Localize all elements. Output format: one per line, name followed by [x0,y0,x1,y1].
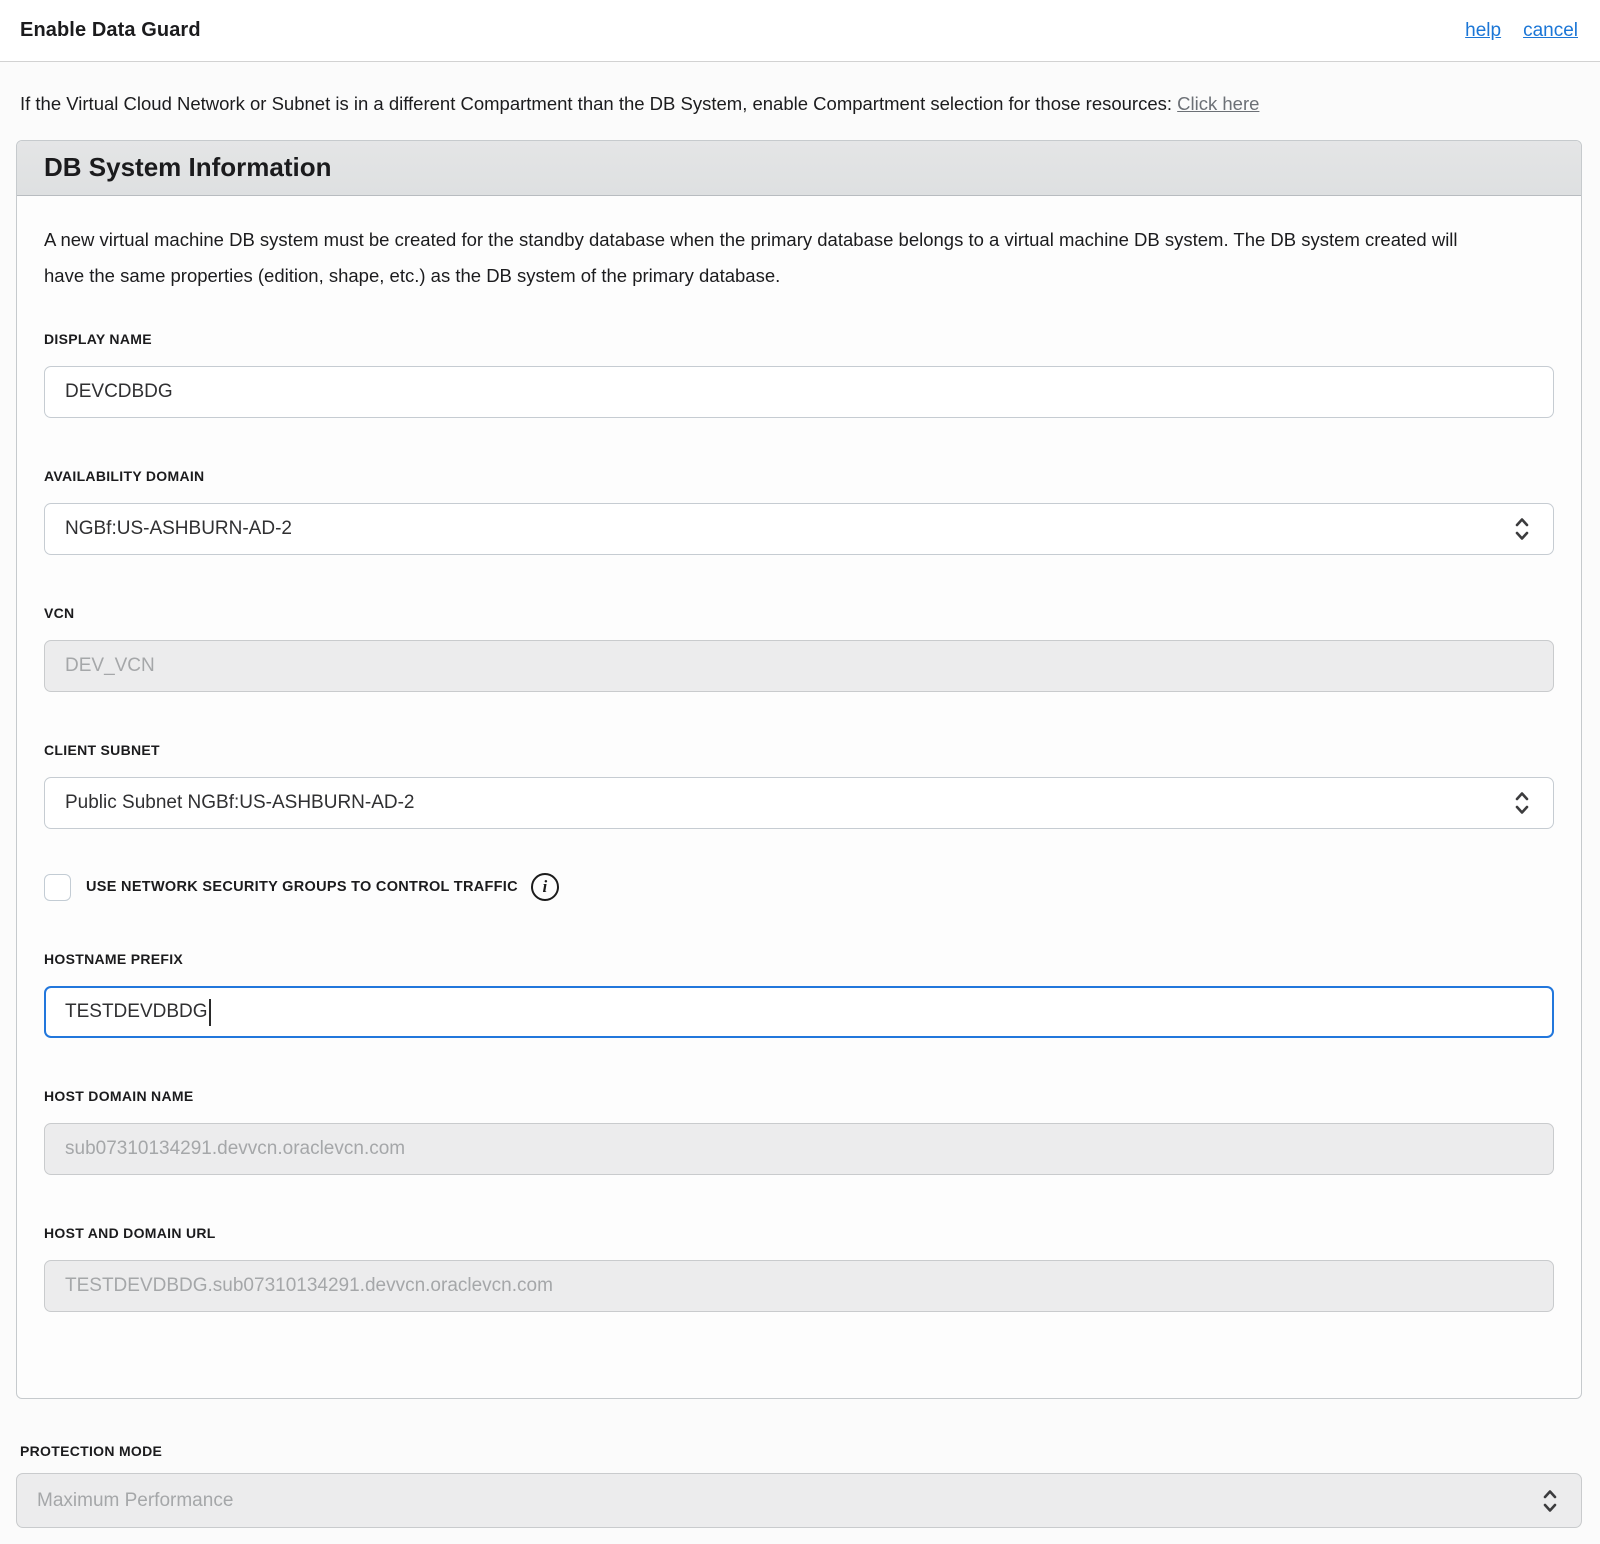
hostname-prefix-value: TESTDEVDBDG [65,1001,208,1022]
select-stepper-icon [1513,514,1531,544]
cancel-link[interactable]: cancel [1523,19,1578,41]
host-domain-name-input [44,1123,1554,1175]
display-name-label: DISPLAY NAME [44,331,152,347]
text-cursor [209,999,211,1026]
panel-header [17,141,1581,196]
protection-mode-label: PROTECTION MODE [20,1443,163,1459]
vcn-input [44,640,1554,692]
header-links [1465,20,1578,42]
hostname-prefix-input[interactable] [44,986,1554,1038]
nsg-checkbox-label: USE NETWORK SECURITY GROUPS TO CONTROL TRAFFIC [86,879,518,895]
availability-domain-value: NGBf:US-ASHBURN-AD-2 [65,518,292,539]
protection-mode-value: Maximum Performance [37,1489,234,1511]
compartment-notice-text: If the Virtual Cloud Network or Subnet is in a different Compartment than the DB System, enable Compartment selection for those resources: [20,93,1178,114]
hostname-prefix-label: HOSTNAME PREFIX [44,951,184,967]
page-title: Enable Data Guard [20,19,201,41]
page-header [0,0,1600,62]
panel-body [17,196,1581,1398]
availability-domain-label: AVAILABILITY DOMAIN [44,468,205,484]
help-link[interactable]: help [1465,19,1502,41]
select-stepper-icon [1513,788,1531,818]
client-subnet-value: Public Subnet NGBf:US-ASHBURN-AD-2 [65,792,415,813]
db-system-information-panel [16,140,1582,1399]
panel-title: DB System Information [44,152,332,182]
client-subnet-select[interactable] [44,777,1554,829]
nsg-checkbox-row [44,873,1554,901]
panel-description: A new virtual machine DB system must be created for the standby database when the primary database belongs to a virtual machine DB system. The DB system created will have the same properties (edition, shape, etc.) as the DB system of the primary database. [44,229,1458,286]
compartment-notice [20,86,1552,122]
client-subnet-label: CLIENT SUBNET [44,742,160,758]
click-here-link[interactable]: Click here [1177,93,1260,114]
protection-mode-section [0,1443,1600,1528]
availability-domain-select[interactable] [44,503,1554,555]
select-stepper-icon [1541,1486,1559,1516]
host-and-domain-url-input [44,1260,1554,1312]
vcn-label: VCN [44,605,75,621]
info-icon[interactable]: i [531,873,559,901]
host-and-domain-url-label: HOST AND DOMAIN URL [44,1225,216,1241]
display-name-input[interactable] [44,366,1554,418]
nsg-checkbox[interactable] [44,874,71,901]
host-domain-name-label: HOST DOMAIN NAME [44,1088,194,1104]
protection-mode-select [16,1473,1582,1528]
